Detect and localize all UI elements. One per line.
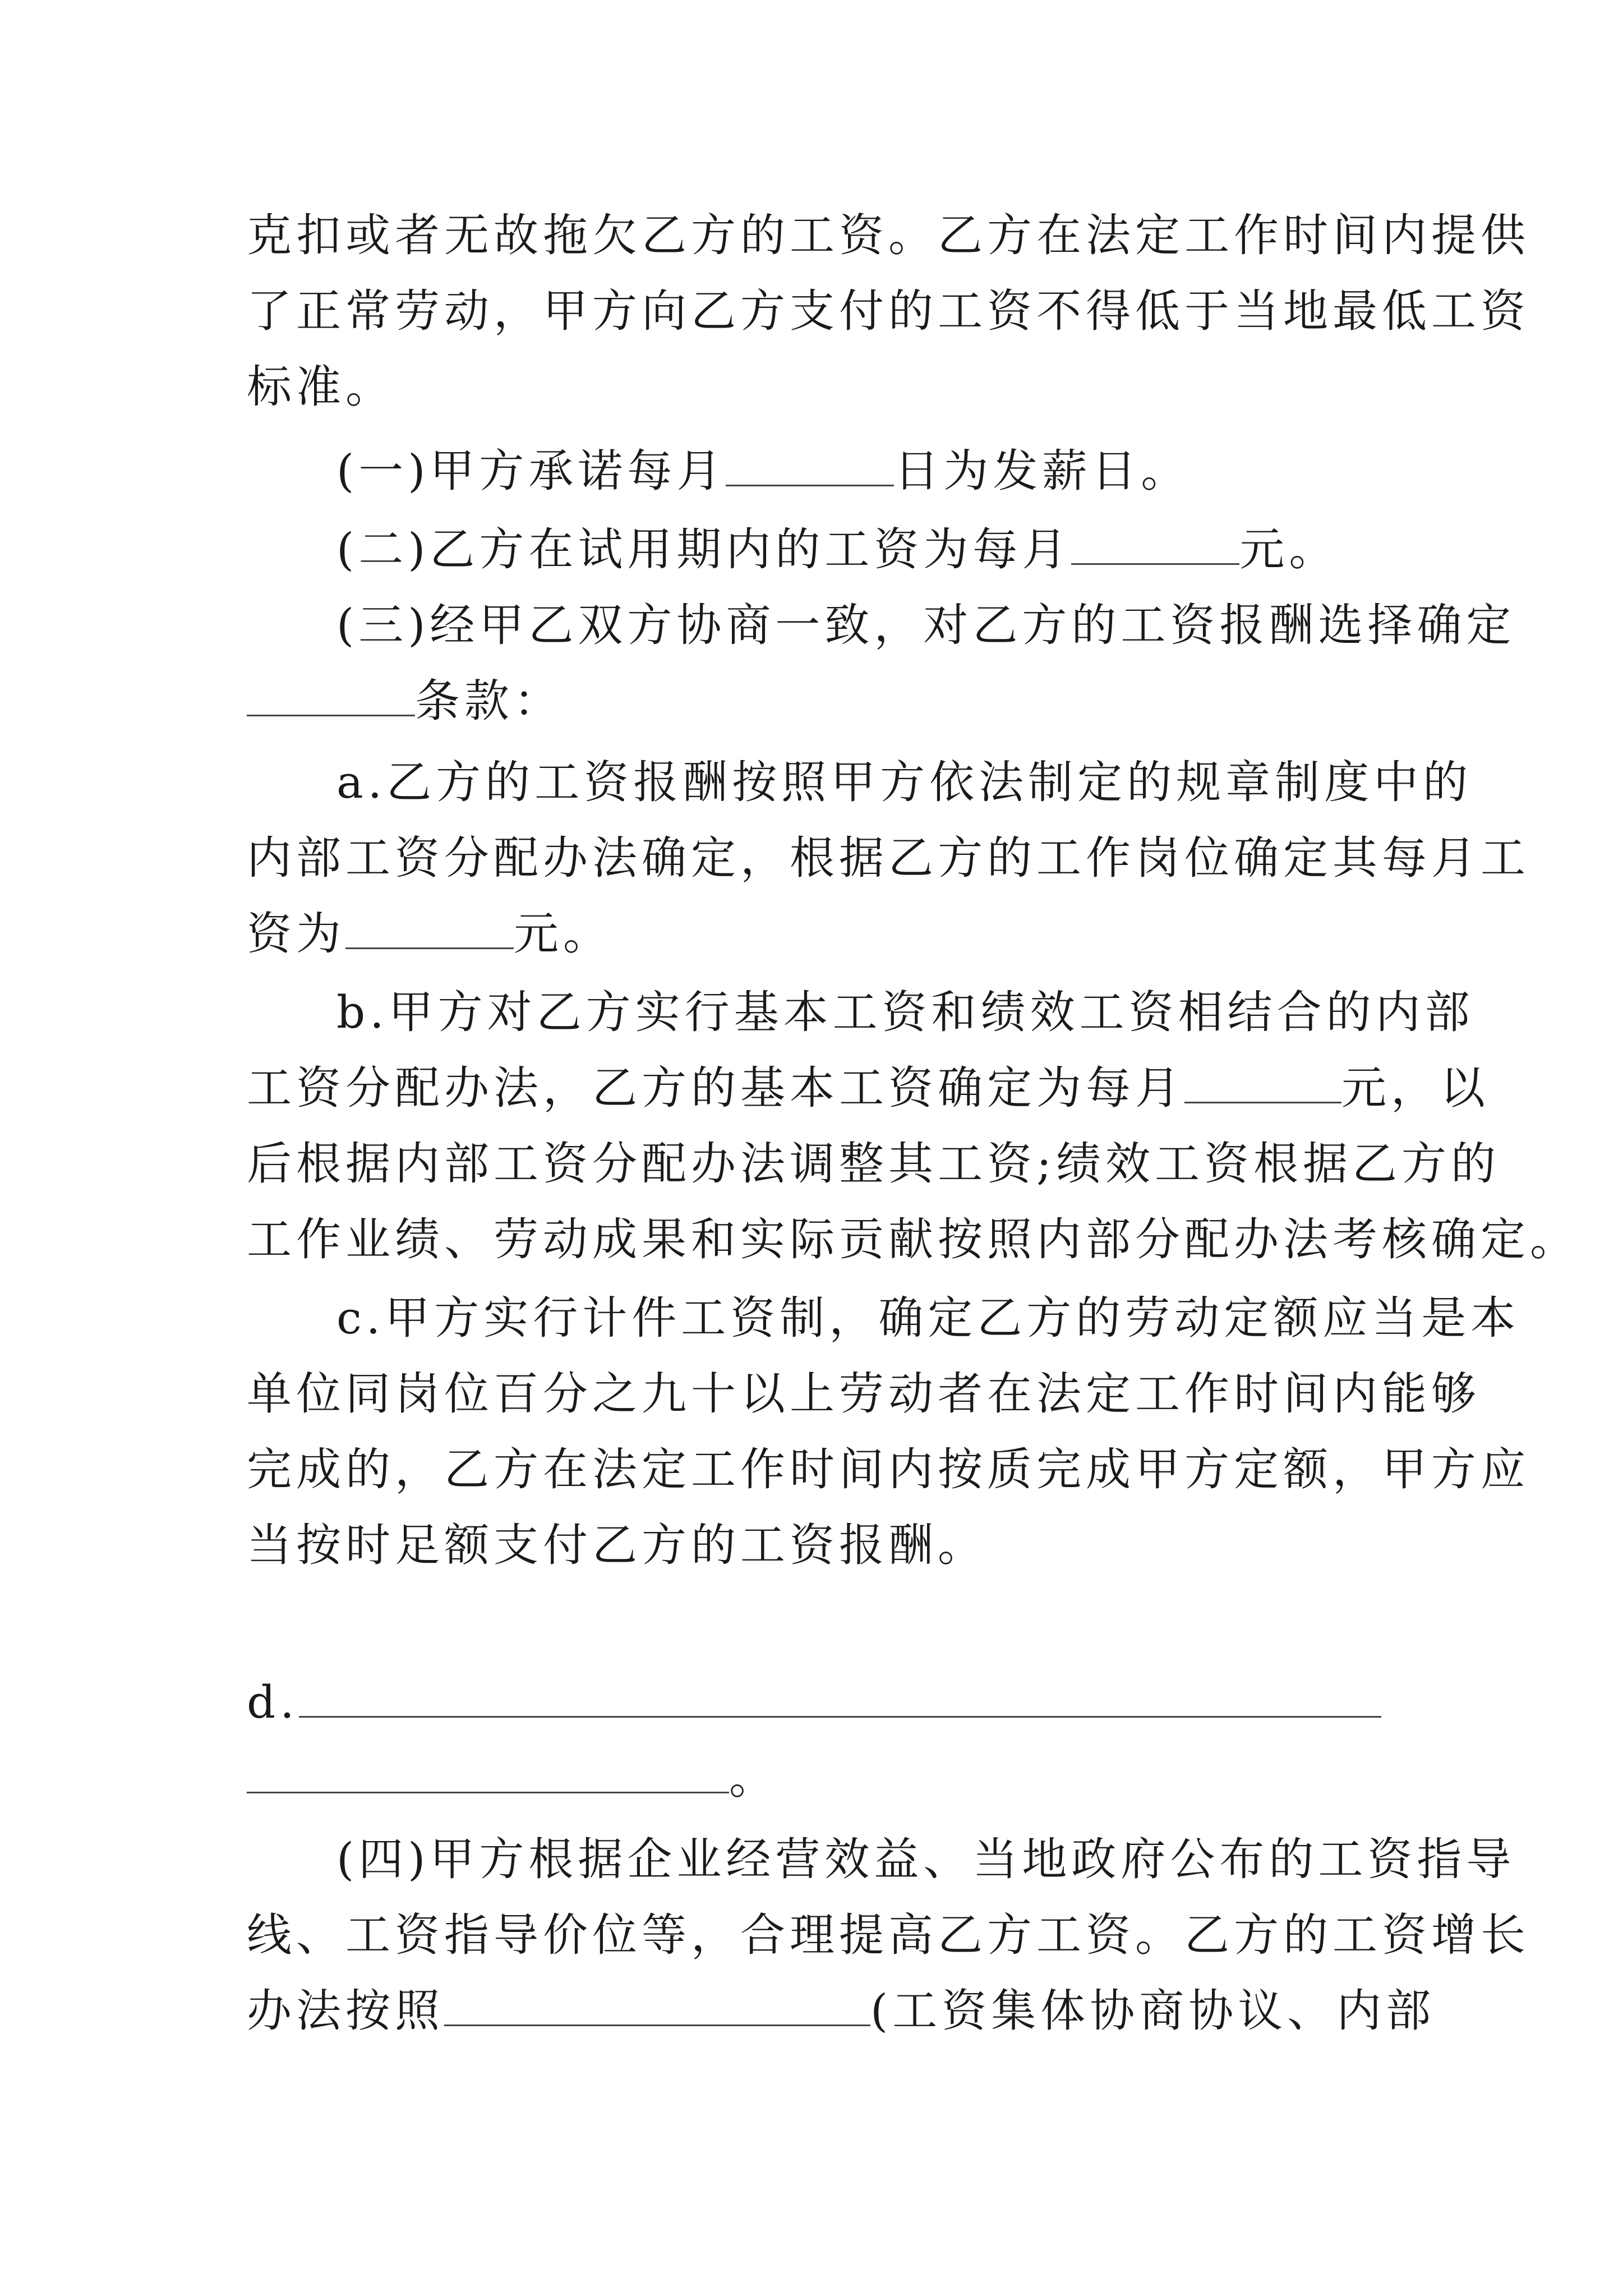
clause-base-wage: 工资分配办法，乙方的基本工资确定为每月 元，以 [247,1062,1490,1114]
text-line: 完成的，乙方在法定工作时间内按质完成甲方定额，甲方应 [247,1443,1530,1496]
fill-blank[interactable] [345,942,514,949]
text-line: 克扣或者无故拖欠乙方的工资。乙方在法定工作时间内提供 [247,209,1530,261]
fill-blank[interactable] [1071,558,1239,565]
text-line: 当按时足额支付乙方的工资报酬。 [247,1519,987,1571]
text-line: 工作业绩、劳动成果和实际贡献按照内部分配办法考核确定。 [247,1213,1579,1266]
text-line: (三)经甲乙双方协商一致，对乙方的工资报酬选择确定 [336,599,1516,651]
text-line: c.甲方实行计件工资制，确定乙方的劳动定额应当是本 [336,1292,1520,1344]
clause-wage-growth: 办法按照 (工资集体协商协议、内部 [247,1985,1436,2037]
clause-monthly-wage: 资为 元。 [247,908,612,960]
text-line: 单位同岗位百分之九十以上劳动者在法定工作时间内能够 [247,1368,1481,1420]
clause-d: d. [247,1680,1391,1725]
text-line: 线、工资指导价位等，合理提高乙方工资。乙方的工资增长 [247,1909,1530,1961]
clause-select: 条款： [247,679,1391,724]
fill-blank[interactable] [1184,1096,1341,1103]
text-line: 标准。 [247,361,395,413]
fill-blank[interactable] [299,1710,1381,1718]
text-line: 了正常劳动，甲方向乙方支付的工资不得低于当地最低工资 [247,285,1530,337]
fill-blank[interactable] [444,2019,870,2026]
text-line: a.乙方的工资报酬按照甲方依法制定的规章制度中的 [336,756,1473,808]
text-line: 内部工资分配办法确定，根据乙方的工作岗位确定其每月工 [247,832,1530,884]
fill-blank[interactable] [726,479,894,486]
text-line: b.甲方对乙方实行基本工资和绩效工资相结合的内部 [336,986,1474,1038]
text-line: 后根据内部工资分配办法调整其工资;绩效工资根据乙方的 [247,1138,1500,1190]
clause-payday: (一)甲方承诺每月 日为发薪日。 [336,445,1191,497]
clause-d-continued: 。 [247,1756,1391,1801]
fill-blank[interactable] [247,1786,729,1793]
clause-probation-wage: (二)乙方在试用期内的工资为每月 元。 [336,523,1339,576]
text-line: (四)甲方根据企业经营效益、当地政府公布的工资指导 [336,1833,1516,1885]
fill-blank[interactable] [247,709,415,716]
